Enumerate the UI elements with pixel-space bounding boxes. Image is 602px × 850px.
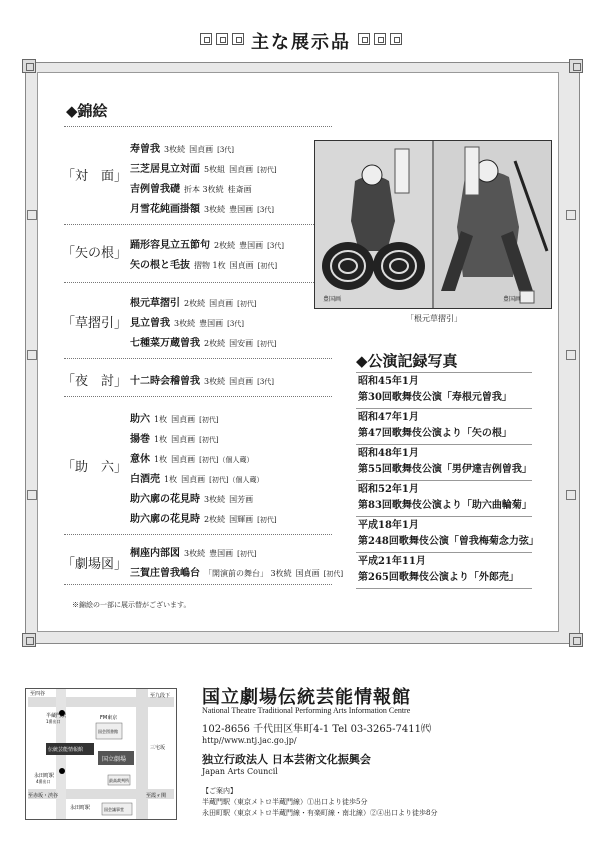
exhibit-item: 踊形容見立五節句 2枚続 豊国画 [3代] bbox=[130, 240, 285, 251]
access-line: 半蔵門駅（東京メトロ半蔵門線）①出口より徒歩5分 bbox=[202, 798, 368, 806]
divider bbox=[64, 396, 332, 397]
divider bbox=[356, 408, 532, 409]
map-label: 国会図書館 bbox=[98, 729, 118, 734]
record-entry: 昭和45年1月 第30回歌舞伎公演「寿根元曽我」 bbox=[358, 376, 512, 403]
record-entry: 昭和47年1月 第47回歌舞伎公演より「矢の根」 bbox=[358, 412, 512, 439]
side-ornament-icon bbox=[27, 350, 37, 360]
corner-ornament-icon bbox=[22, 59, 36, 73]
org-name: 国立劇場伝統芸能情報館 bbox=[202, 687, 411, 708]
divider bbox=[64, 282, 332, 283]
side-ornament-icon bbox=[566, 490, 576, 500]
exhibit-item: 吉例曽我礎 折本 3枚続 桂斎画 bbox=[130, 184, 252, 195]
map-label: FM東京 bbox=[100, 715, 118, 721]
exhibit-item: 意休 1枚 国貞画 [初代]（個人蔵） bbox=[130, 454, 254, 465]
map-label: 最高裁判所 bbox=[109, 778, 129, 783]
category-label: 「助 六」 bbox=[62, 460, 128, 475]
exhibit-item: 助六 1枚 国貞画 [初代] bbox=[130, 414, 219, 425]
map-label: 国会議事堂 bbox=[104, 807, 124, 812]
map-label: 国立劇場 bbox=[102, 756, 127, 763]
corp-name-en: Japan Arts Council bbox=[202, 767, 278, 776]
access-title: 【ご案内】 bbox=[202, 787, 237, 795]
category-label: 「矢の根」 bbox=[62, 246, 128, 261]
record-entry: 昭和52年1月 第83回歌舞伎公演より「助六曲輪菊」 bbox=[358, 484, 532, 511]
ornament-icon bbox=[374, 33, 386, 45]
ornament-icon bbox=[390, 33, 402, 45]
exhibit-item: 月雪花純画掛額 3枚続 豊国画 [3代] bbox=[130, 204, 275, 215]
map-label: 1番出口 bbox=[46, 719, 61, 724]
map-label: 伝統芸能情報館 bbox=[48, 747, 84, 753]
category-label: 「草摺引」 bbox=[62, 316, 128, 331]
side-ornament-icon bbox=[27, 210, 37, 220]
map-illustration bbox=[26, 689, 176, 819]
divider bbox=[64, 126, 332, 127]
map-label: 三宅坂 bbox=[150, 745, 166, 751]
exhibit-item: 七種菜万蔵曽我 2枚続 国安画 [初代] bbox=[130, 338, 277, 349]
map-label: 至赤坂・渋谷 bbox=[28, 793, 59, 799]
seal-text-left: 豊国画 bbox=[323, 296, 342, 303]
divider bbox=[64, 584, 332, 585]
corp-name: 独立行政法人 日本芸術文化振興会 bbox=[202, 753, 371, 766]
exhibit-note: ※錦絵の一部に展示替がございます。 bbox=[72, 601, 191, 609]
org-name-en: National Theatre Traditional Performing Arts Information Centre bbox=[202, 706, 411, 715]
divider bbox=[356, 588, 532, 589]
record-entry: 平成18年1月 第248回歌舞伎公演「曽我梅菊念力弦」 bbox=[358, 520, 539, 547]
org-address: 102-8656 千代田区隼町4-1 Tel 03-3265-7411㈹ bbox=[202, 724, 431, 735]
exhibit-item: 見立曽我 3枚続 豊国画 [3代] bbox=[130, 318, 245, 329]
section-title-nishikie: ◆錦絵 bbox=[66, 102, 108, 120]
category-label: 「劇場図」 bbox=[62, 557, 128, 572]
map-label: 永田町駅 bbox=[70, 805, 91, 811]
map-label: 半蔵門駅 bbox=[46, 713, 67, 719]
section-title-records: ◆公演記録写真 bbox=[356, 352, 458, 370]
divider bbox=[356, 516, 532, 517]
print-illustration bbox=[315, 141, 551, 308]
map-label: 至四谷 bbox=[30, 691, 46, 697]
divider bbox=[356, 552, 532, 553]
org-url[interactable]: http//www.ntj.jac.go.jp/ bbox=[202, 736, 297, 745]
exhibit-item: 白酒売 1枚 国貞画 [初代]（個人蔵） bbox=[130, 474, 264, 485]
divider bbox=[64, 224, 332, 225]
access-line: 永田町駅（東京メトロ半蔵門線・有楽町線・南北線）②④出口より徒歩8分 bbox=[202, 809, 438, 817]
figure-caption: 「根元草摺引」 bbox=[406, 314, 462, 323]
exhibit-item: 根元草摺引 2枚続 国貞画 [初代] bbox=[130, 298, 257, 309]
seal-text-right: 豊国画 bbox=[503, 296, 522, 303]
corner-ornament-icon bbox=[22, 633, 36, 647]
exhibit-item: 桐座内部図 3枚続 豊国画 [初代] bbox=[130, 548, 257, 559]
record-entry: 平成21年11月 第265回歌舞伎公演より「外郎売」 bbox=[358, 556, 519, 583]
page-title: 主な展示品 bbox=[251, 32, 351, 53]
map-label: 至霞ヶ関 bbox=[146, 793, 167, 799]
divider bbox=[356, 372, 532, 373]
map-label: 永田町駅 bbox=[34, 773, 55, 779]
side-ornament-icon bbox=[566, 350, 576, 360]
category-label: 「夜 討」 bbox=[62, 374, 128, 389]
page-header bbox=[0, 24, 602, 56]
exhibit-item: 矢の根と毛抜 摺物 1枚 国貞画 [初代] bbox=[130, 260, 278, 271]
divider bbox=[356, 480, 532, 481]
exhibit-item: 三芝居見立対面 5枚組 国貞画 [初代] bbox=[130, 164, 277, 175]
map-label: 4番出口 bbox=[36, 779, 51, 784]
record-entry: 昭和48年1月 第55回歌舞伎公演「男伊達吉例曽我」 bbox=[358, 448, 532, 475]
exhibit-item: 十二時会稽曽我 3枚続 国貞画 [3代] bbox=[130, 376, 275, 387]
map-label: 至九段下 bbox=[150, 693, 171, 699]
side-ornament-icon bbox=[566, 210, 576, 220]
exhibit-item: 揚巻 1枚 国貞画 [初代] bbox=[130, 434, 219, 445]
ornament-icon bbox=[358, 33, 370, 45]
exhibit-item: 寿曽我 3枚続 国貞画 [3代] bbox=[130, 144, 235, 155]
corner-ornament-icon bbox=[569, 633, 583, 647]
divider bbox=[64, 358, 332, 359]
divider bbox=[64, 534, 332, 535]
exhibit-item: 助六廓の花見時 2枚続 国輝画 [初代] bbox=[130, 514, 277, 525]
woodblock-print-image bbox=[314, 140, 552, 309]
exhibit-item: 助六廓の花見時 3枚続 国芳画 bbox=[130, 494, 254, 505]
side-ornament-icon bbox=[27, 490, 37, 500]
access-map bbox=[25, 688, 177, 820]
exhibit-item: 三賀庄曽我嶋台 「開演前の舞台」 3枚続 国貞画 [初代] bbox=[130, 568, 344, 579]
corner-ornament-icon bbox=[569, 59, 583, 73]
divider bbox=[356, 444, 532, 445]
category-label: 「対 面」 bbox=[62, 169, 128, 184]
